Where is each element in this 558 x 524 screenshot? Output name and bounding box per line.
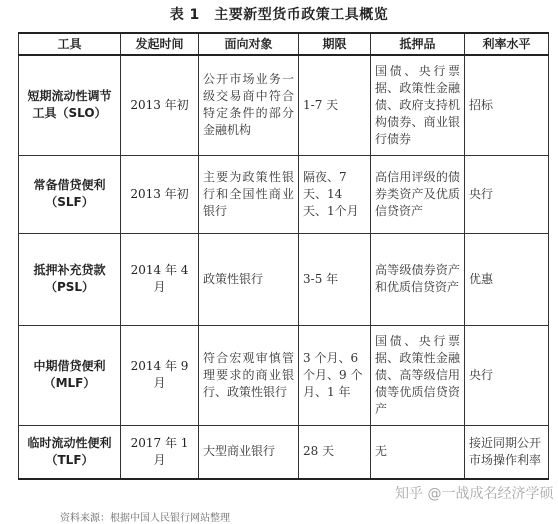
source-footnote: 资料来源：根据中国人民银行网站整理	[60, 513, 230, 524]
cell-term: 3-5 年	[299, 233, 371, 325]
header-term: 期限	[299, 33, 371, 55]
table-row	[19, 325, 549, 425]
cell-target: 符合宏观审慎管理要求的商业银行、政策性银行	[199, 325, 299, 425]
cell-tool: 抵押补充贷款（PSL）	[19, 233, 121, 325]
policy-tools-table-container	[18, 32, 548, 480]
table-title: 表 1 主要新型货币政策工具概览	[169, 7, 389, 23]
cell-target: 政策性银行	[199, 233, 299, 325]
cell-date: 2014 年 4 月	[121, 233, 199, 325]
cell-rate: 接近同期公开市场操作利率	[465, 425, 549, 479]
cell-collateral: 高等级债券资产和优质信贷资产	[371, 233, 465, 325]
cell-collateral: 国债、央行票据、政策性金融债、政府支持机构债券、商业银行债券	[371, 55, 465, 155]
header-target: 面向对象	[199, 33, 299, 55]
cell-collateral: 国债、央行票据、政策性金融债、高等级信用债等优质信贷资产	[371, 325, 465, 425]
cell-term: 28 天	[299, 425, 371, 479]
table-row	[19, 155, 549, 233]
table-row	[19, 425, 549, 479]
cell-term: 隔夜、7天、14天、1个月	[299, 155, 371, 233]
policy-tools-table	[18, 32, 549, 480]
table-row	[19, 233, 549, 325]
cell-target: 大型商业银行	[199, 425, 299, 479]
cell-rate: 优惠	[465, 233, 549, 325]
cell-date: 2013 年初	[121, 155, 199, 233]
cell-collateral: 无	[371, 425, 465, 479]
header-date: 发起时间	[121, 33, 199, 55]
cell-collateral: 高信用评级的债券类资产及优质信贷资产	[371, 155, 465, 233]
cell-date: 2014 年 9 月	[121, 325, 199, 425]
cell-rate: 央行	[465, 155, 549, 233]
header-collateral: 抵押品	[371, 33, 465, 55]
table-header-row	[19, 33, 549, 55]
cell-rate: 央行	[465, 325, 549, 425]
cell-term: 3 个月、6 个月、9 个月、1 年	[299, 325, 371, 425]
cell-rate: 招标	[465, 55, 549, 155]
cell-tool: 中期借贷便利（MLF）	[19, 325, 121, 425]
table-row	[19, 55, 549, 155]
cell-tool: 临时流动性便利（TLF）	[19, 425, 121, 479]
header-tool: 工具	[19, 33, 121, 55]
source-watermark: 知乎 @一战成名经济学硕	[395, 483, 553, 503]
cell-date: 2017 年 1 月	[121, 425, 199, 479]
header-rate: 利率水平	[465, 33, 549, 55]
cell-tool: 短期流动性调节工具（SLO）	[19, 55, 121, 155]
cell-target: 公开市场业务一级交易商中符合特定条件的部分金融机构	[199, 55, 299, 155]
cell-date: 2013 年初	[121, 55, 199, 155]
cell-target: 主要为政策性银行和全国性商业银行	[199, 155, 299, 233]
cell-term: 1-7 天	[299, 55, 371, 155]
cell-tool: 常备借贷便利（SLF）	[19, 155, 121, 233]
